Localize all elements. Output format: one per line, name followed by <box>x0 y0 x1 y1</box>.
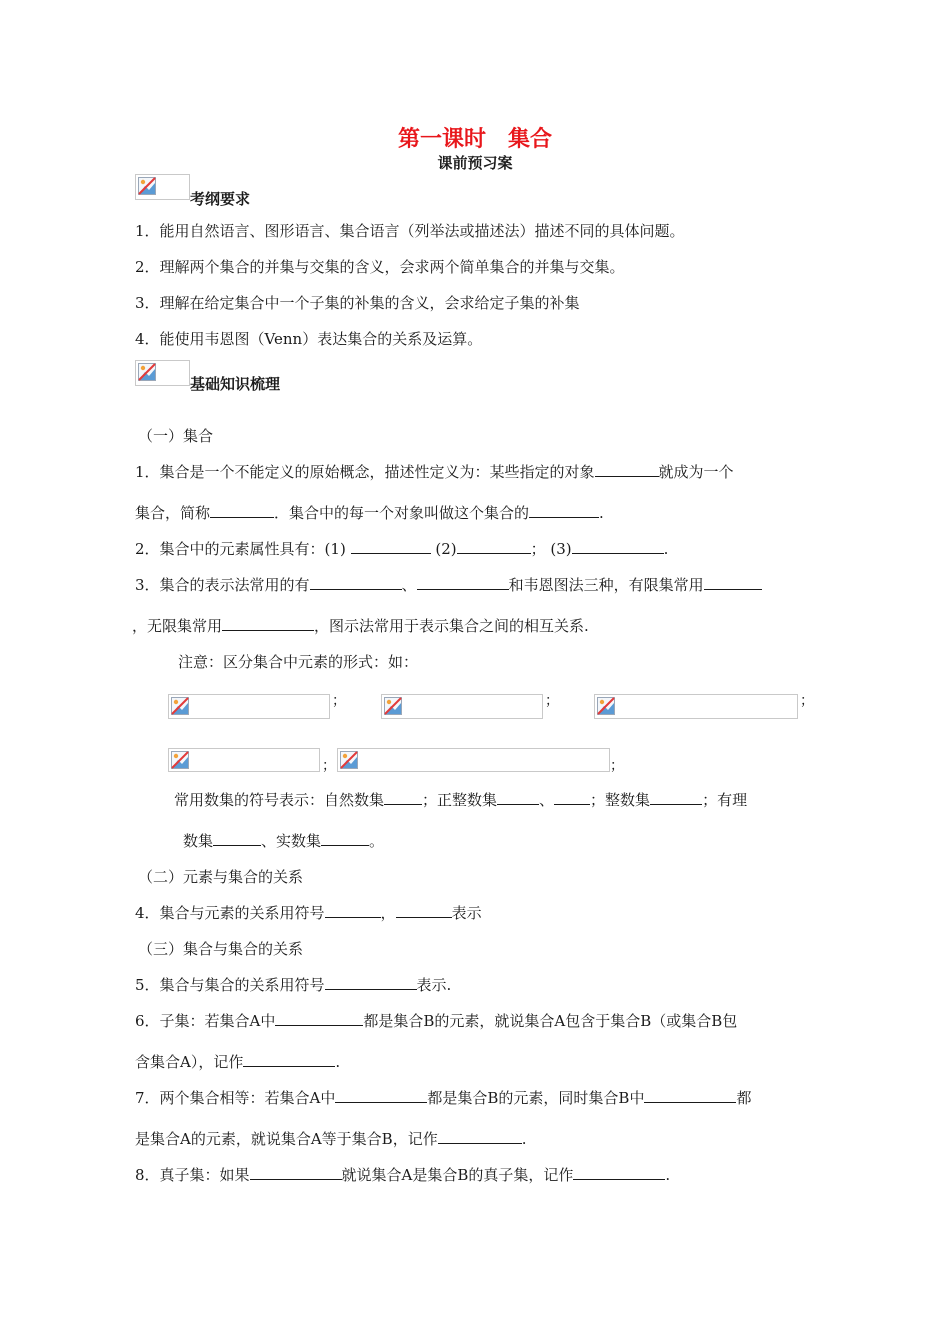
question-line: 7．两个集合相等：若集合A中 都是集合B的元素，同时集合B中 都 <box>135 1089 752 1107</box>
answer-blank[interactable] <box>529 503 599 518</box>
answer-blank[interactable] <box>243 1052 335 1067</box>
question-line: 3．集合的表示法常用的有 、 和韦恩图法三种，有限集常用 <box>135 574 762 595</box>
broken-image-icon <box>138 363 156 381</box>
answer-blank[interactable] <box>335 1088 427 1103</box>
answer-blank[interactable] <box>310 575 402 590</box>
answer-blank[interactable] <box>384 790 422 805</box>
formula-image-placeholder <box>594 694 798 719</box>
broken-image-icon <box>384 697 402 715</box>
formula-image-placeholder <box>381 694 543 719</box>
subsection-heading: （二）元素与集合的关系 <box>138 868 304 886</box>
question-line: 5．集合与集合的关系用符号 表示. <box>135 976 452 994</box>
answer-blank[interactable] <box>595 462 659 477</box>
separator-semicolon: ； <box>800 693 814 709</box>
answer-blank[interactable] <box>573 1165 665 1180</box>
answer-blank[interactable] <box>325 903 381 918</box>
answer-blank[interactable] <box>321 831 369 846</box>
requirement-item: 4．能使用韦恩图（Venn）表达集合的关系及运算。 <box>135 330 483 348</box>
requirement-item: 1．能用自然语言、图形语言、集合语言（列举法或描述法）描述不同的具体问题。 <box>135 222 685 240</box>
broken-image-icon <box>138 177 156 195</box>
subsection-heading: （三）集合与集合的关系 <box>138 940 304 958</box>
question-line: 2．集合中的元素属性具有：(1) (2) ； (3) . <box>135 540 669 558</box>
answer-blank[interactable] <box>351 539 431 554</box>
answer-blank[interactable] <box>704 575 762 590</box>
answer-blank[interactable] <box>650 790 702 805</box>
answer-blank[interactable] <box>325 975 417 990</box>
broken-image-icon <box>597 697 615 715</box>
answer-blank[interactable] <box>457 539 531 554</box>
requirement-item: 3．理解在给定集合中一个子集的补集的含义，会求给定子集的补集 <box>135 294 580 312</box>
section-heading-kaogang: 考纲要求 <box>190 190 251 208</box>
separator-semicolon: ； <box>322 758 336 774</box>
subsection-heading: （一）集合 <box>138 427 214 445</box>
broken-image-icon <box>171 751 189 769</box>
answer-blank[interactable] <box>275 1011 363 1026</box>
question-line: 常用数集的符号表示：自然数集 ；正整数集 、 ；整数集 ；有理 <box>174 791 748 809</box>
broken-image-icon <box>340 751 358 769</box>
broken-image-icon <box>171 697 189 715</box>
question-line: 8．真子集：如果 就说集合A是集合B的真子集，记作 . <box>135 1166 671 1184</box>
question-line: 数集 、实数集 。 <box>183 832 385 850</box>
formula-image-placeholder <box>337 748 610 772</box>
answer-blank[interactable] <box>644 1088 736 1103</box>
question-line: 是集合A的元素，就说集合A等于集合B，记作 . <box>135 1130 527 1148</box>
formula-image-placeholder <box>168 748 320 772</box>
section-image-placeholder <box>135 174 190 200</box>
answer-blank[interactable] <box>438 1129 522 1144</box>
requirement-item: 2．理解两个集合的并集与交集的含义，会求两个简单集合的并集与交集。 <box>135 258 625 276</box>
separator-semicolon: ； <box>545 693 559 709</box>
answer-blank[interactable] <box>250 1165 342 1180</box>
answer-blank[interactable] <box>396 903 452 918</box>
page-title: 第一课时 集合 <box>397 127 552 152</box>
question-line: 6．子集：若集合A中 都是集合B的元素，就说集合A包含于集合B（或集合B包 <box>135 1012 738 1030</box>
page-subtitle: 课前预习案 <box>437 154 513 172</box>
answer-blank[interactable] <box>572 539 664 554</box>
separator-semicolon: ； <box>332 693 346 709</box>
note-line: 注意：区分集合中元素的形式：如： <box>178 653 419 671</box>
separator-semicolon: ； <box>610 758 624 774</box>
answer-blank[interactable] <box>497 790 539 805</box>
section-image-placeholder <box>135 360 190 386</box>
section-heading-jichu: 基础知识梳理 <box>190 375 281 393</box>
question-line: 含集合A），记作 . <box>135 1053 341 1071</box>
answer-blank[interactable] <box>213 831 261 846</box>
question-line: ，无限集常用 ，图示法常用于表示集合之间的相互关系. <box>132 617 589 635</box>
answer-blank[interactable] <box>210 503 274 518</box>
question-line: 集合，简称 ．集合中的每一个对象叫做这个集合的 . <box>135 504 604 522</box>
question-line: 4．集合与元素的关系用符号 ， 表示 <box>135 904 482 922</box>
question-line: 1．集合是一个不能定义的原始概念，描述性定义为：某些指定的对象 就成为一个 <box>135 463 734 481</box>
answer-blank[interactable] <box>222 616 314 631</box>
formula-image-placeholder <box>168 694 330 719</box>
answer-blank[interactable] <box>417 575 509 590</box>
answer-blank[interactable] <box>554 790 590 805</box>
